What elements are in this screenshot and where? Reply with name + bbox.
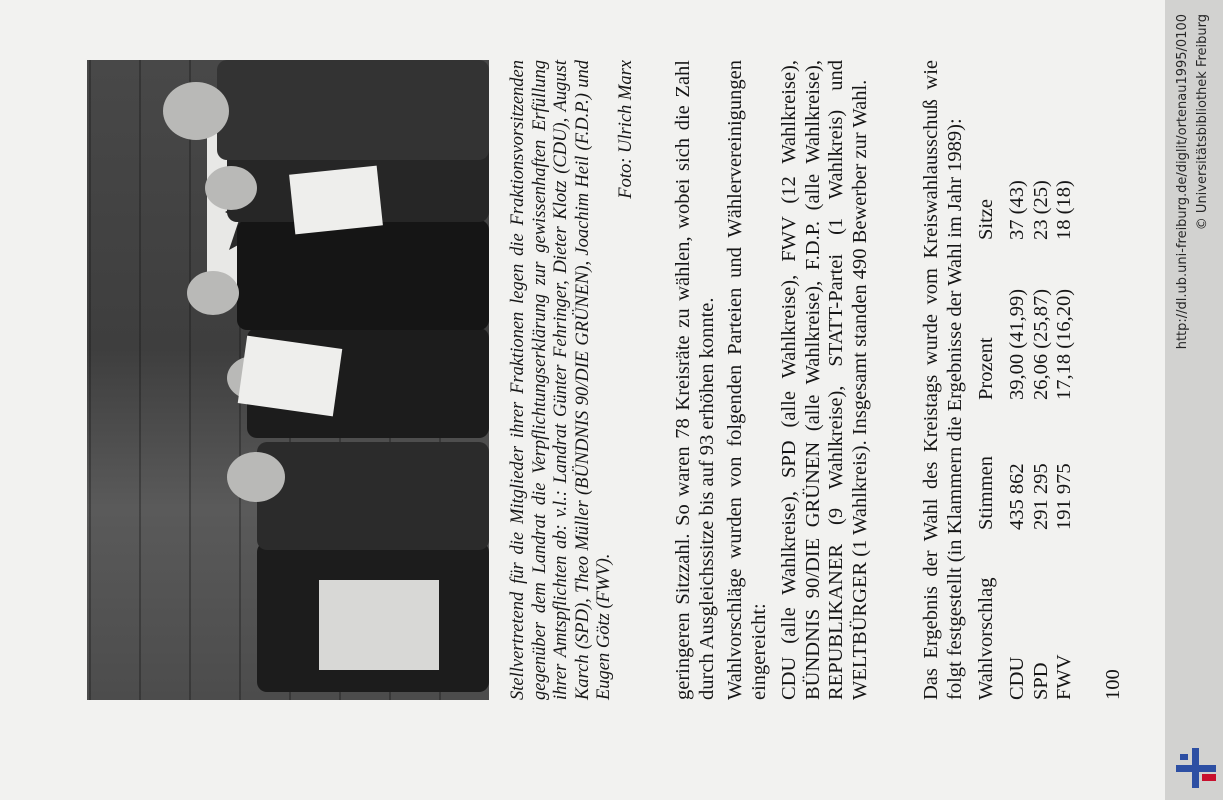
table-cell: 39,00 (41,99)	[1006, 288, 1028, 400]
table-cell: CDU	[1006, 656, 1028, 700]
paragraph-proposals: Wahlvorschläge wurden von folgenden Parteien und Wählervereinigungen eingereicht:	[724, 60, 770, 700]
table-cell: SPD	[1029, 662, 1052, 700]
source-url[interactable]: http://dl.ub.uni-freiburg.de/diglit/ortenau1995/0100	[1175, 14, 1190, 350]
table-header-row	[975, 60, 1006, 700]
table-row	[1006, 60, 1030, 700]
table-header-cell: Stimmen	[975, 455, 997, 530]
person-4-head	[187, 271, 239, 315]
document-sheet	[238, 336, 343, 417]
table-cell: 23 (25)	[1029, 180, 1052, 240]
library-logo-icon	[1176, 748, 1216, 788]
paragraph-party-list: CDU (alle Wahlkreise), SPD (alle Wahlkreise), FWV (12 Wahlkreise), BÜNDNIS 90/DIE GRÜNEN (alle Wahlkreise), F.D.P. (alle Wahlkreise), REPUBLIKANER (9 Wahlkreise), STATT-Partei (1 Wahlkreis) und WELTBÜRGER (1 Wahlkreis). Insgesamt standen 490 Bewerber zur Wahl.	[778, 60, 871, 700]
table-header-cell: Prozent	[975, 337, 997, 400]
caption-text: Stellvertretend für die Mitglieder ihrer Fraktionen legen die Fraktionsvorsitzenden gegenüber dem Landrat die Verpflichtungserklärung zur gewissenhaften Erfüllung ihrer Amtspflichten ab: v.l.: Landrat Günter Fehringer, Dieter Klotz (CDU), August Karch (SPD), Theo Müller (BÜNDNIS 90/DIE GRÜNEN), Joachim Heil (F.D.P.) und Eugen Götz (FWV).	[508, 60, 614, 700]
paragraph-seats: geringeren Sitzzahl. So waren 78 Kreisräte zu wählen, wobei sich die Zahl durch Ausgleichssitze bis auf 93 erhöhen konnte.	[672, 60, 718, 700]
table-cell: 17,18 (16,20)	[1053, 288, 1075, 400]
table-cell: 191 975	[1053, 463, 1075, 530]
table-header-cell: Sitze	[975, 199, 997, 240]
table-cell: FWV	[1053, 654, 1075, 700]
table-cell: 291 295	[1029, 463, 1052, 530]
person-5-head	[205, 166, 257, 210]
photo-credit: Foto: Ulrich Marx	[615, 60, 636, 199]
person-2	[257, 442, 489, 550]
sidebar-text	[1165, 0, 1223, 800]
lectern	[319, 580, 439, 670]
person-4	[237, 220, 489, 330]
person-2-head	[227, 452, 285, 502]
group-photo	[87, 60, 489, 700]
person-6	[217, 60, 489, 160]
election-results-table	[975, 60, 1077, 700]
table-cell: 26,06 (25,87)	[1029, 288, 1052, 400]
table-header-cell: Wahlvorschlag	[975, 577, 997, 700]
table-cell: 37 (43)	[1006, 180, 1028, 240]
page-number: 100	[1102, 669, 1124, 700]
copyright-notice: © Universitätsbibliothek Freiburg	[1195, 14, 1210, 231]
library-sidebar	[1165, 0, 1223, 800]
document-sheet	[289, 166, 383, 235]
table-cell: 18 (18)	[1053, 180, 1075, 240]
paragraph-results-intro: Das Ergebnis der Wahl des Kreistags wurde vom Kreiswahlausschuß wie folgt festgestellt (in Klammern die Ergebnisse der Wahl im Jahr 1989):	[920, 60, 966, 700]
person-6-head	[163, 82, 229, 140]
table-row	[1053, 60, 1077, 700]
photo-caption	[508, 60, 637, 700]
table-cell: 435 862	[1006, 463, 1028, 530]
table-row	[1030, 60, 1054, 700]
